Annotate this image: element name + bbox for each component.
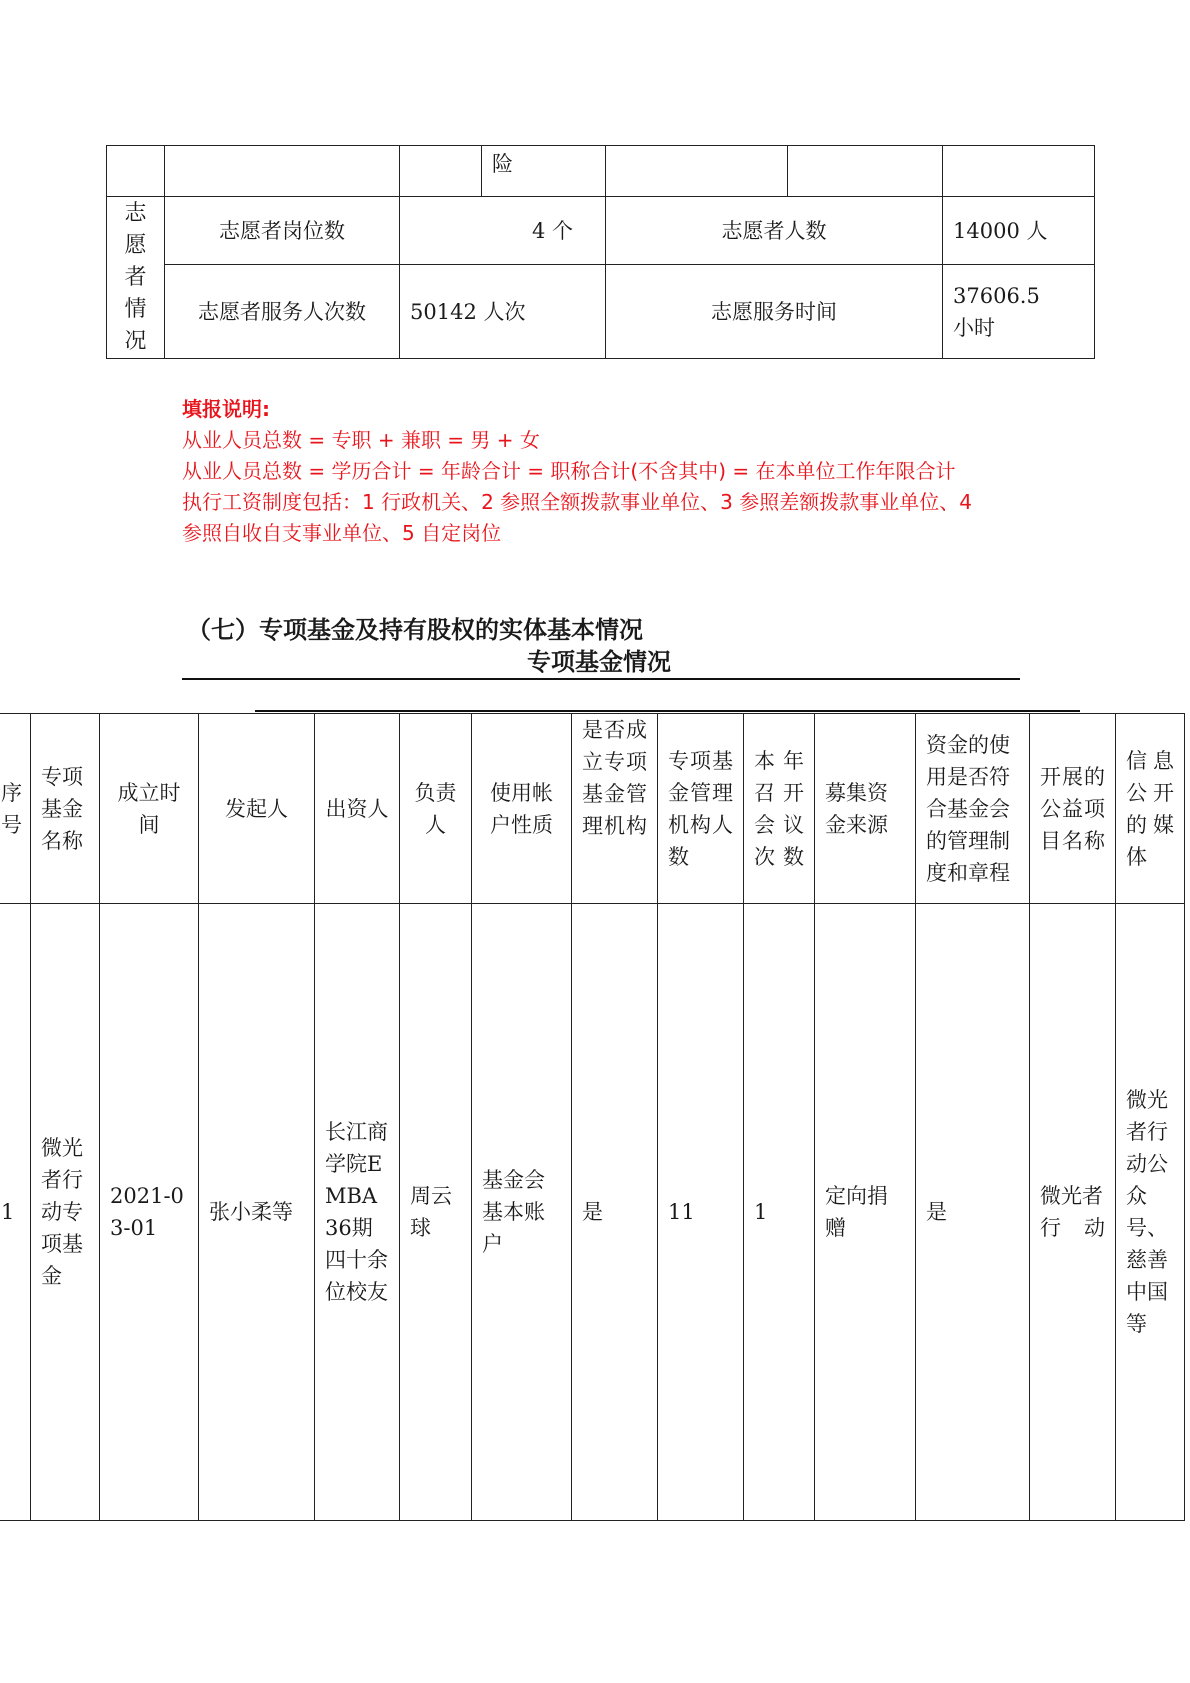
cell-manager: 周云球 xyxy=(400,904,472,1521)
cell xyxy=(606,146,788,197)
cell xyxy=(788,146,943,197)
cell-initiator: 张小柔等 xyxy=(199,904,315,1521)
header-media: 信息公开的媒体 xyxy=(1116,714,1185,904)
header-investor: 出资人 xyxy=(315,714,400,904)
header-manager: 负责人 xyxy=(400,714,472,904)
header-seq: 序号 xyxy=(0,714,31,904)
service-hours-label: 志愿服务时间 xyxy=(606,265,943,359)
cell xyxy=(165,146,400,197)
fund-header-row xyxy=(0,714,1185,904)
cell-projects: 微光者行动 xyxy=(1030,904,1116,1521)
header-compliance: 资金的使用是否符合基金会的管理制度和章程 xyxy=(916,714,1030,904)
fund-table xyxy=(0,713,1185,1521)
cell xyxy=(943,146,1095,197)
post-count-label: 志愿者岗位数 xyxy=(165,197,400,265)
top-row-fragment: 险 xyxy=(482,146,606,197)
header-initiator: 发起人 xyxy=(199,714,315,904)
notes-line-1: 从业人员总数 = 专职 + 兼职 = 男 + 女 xyxy=(182,428,540,452)
cell-committee-size: 11 xyxy=(658,904,744,1521)
volunteer-count-value: 14000 人 xyxy=(943,197,1095,265)
header-established: 成立时间 xyxy=(100,714,199,904)
header-fund-name: 专项基金名称 xyxy=(31,714,100,904)
cell-has-committee: 是 xyxy=(572,904,658,1521)
sub-title: 专项基金情况 xyxy=(527,648,671,676)
cell xyxy=(400,146,482,197)
cell xyxy=(107,146,165,197)
table-row xyxy=(107,197,1095,265)
table-row xyxy=(0,904,1185,1521)
notes-title: 填报说明: xyxy=(182,397,270,421)
table-row xyxy=(107,265,1095,359)
header-has-committee: 是否成立专项基金管理机构 xyxy=(572,714,658,904)
service-times-label: 志愿者服务人次数 xyxy=(165,265,400,359)
header-projects: 开展的公益项目名称 xyxy=(1030,714,1116,904)
cell-media: 微光者行动公众号、慈善中国等 xyxy=(1116,904,1185,1521)
cell-fund-name: 微光者行动专项基金 xyxy=(31,904,100,1521)
header-meetings: 本年召开会议次数 xyxy=(744,714,815,904)
section-title: （七）专项基金及持有股权的实体基本情况 xyxy=(187,616,643,644)
volunteer-count-label: 志愿者人数 xyxy=(606,197,943,265)
cell-fund-source: 定向捐赠 xyxy=(815,904,916,1521)
cell-meetings: 1 xyxy=(744,904,815,1521)
header-account-type: 使用帐户性质 xyxy=(472,714,572,904)
cell-compliance: 是 xyxy=(916,904,1030,1521)
table-row xyxy=(107,146,1095,197)
service-times-value: 50142 人次 xyxy=(400,265,606,359)
cell-seq: 1 xyxy=(0,904,31,1521)
cell-investor: 长江商学院EMBA36期四十余位校友 xyxy=(315,904,400,1521)
section-label-cell xyxy=(107,197,165,359)
volunteer-table xyxy=(106,145,1095,359)
title-underline xyxy=(182,678,1020,680)
service-hours-value: 37606.5 小时 xyxy=(943,265,1095,359)
notes-line-4: 参照自收自支事业单位、5 自定岗位 xyxy=(182,521,502,545)
section-label: 志 愿 者 情 况 xyxy=(124,200,147,354)
cell-established: 2021-03-01 xyxy=(100,904,199,1521)
header-committee-size: 专项基金管理机构人数 xyxy=(658,714,744,904)
header-fund-source: 募集资金来源 xyxy=(815,714,916,904)
cell-account-type: 基金会基本账户 xyxy=(472,904,572,1521)
table-top-rule xyxy=(255,710,1080,712)
notes-line-3: 执行工资制度包括：1 行政机关、2 参照全额拨款事业单位、3 参照差额拨款事业单位、4 xyxy=(182,490,972,514)
post-count-value: 4 个 xyxy=(400,197,606,265)
notes-line-2: 从业人员总数 = 学历合计 = 年龄合计 = 职称合计(不含其中) = 在本单位工作年限合计 xyxy=(182,459,956,483)
